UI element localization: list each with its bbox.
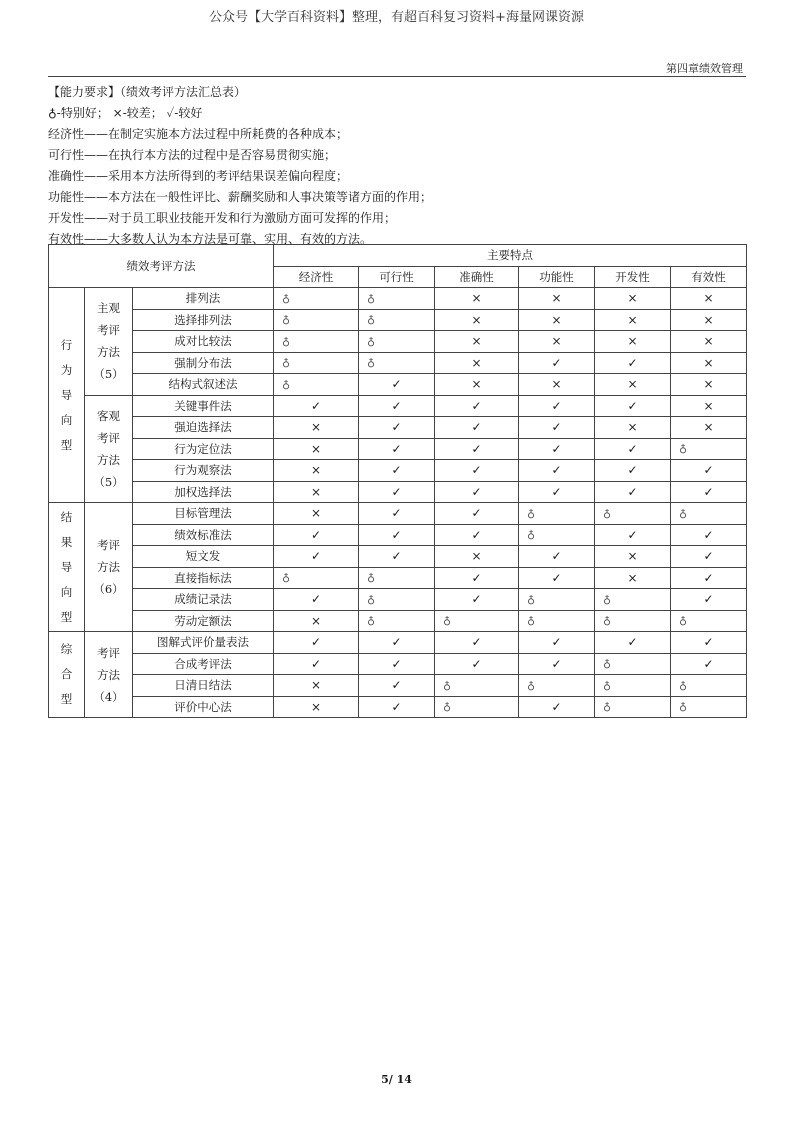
category-char: 导 <box>60 559 73 574</box>
poor-mark: × <box>519 309 595 331</box>
table-row <box>49 395 747 417</box>
subgroup-cell <box>85 395 133 503</box>
subgroup-line: 考评 <box>97 645 120 660</box>
good-mark: ✓ <box>671 567 747 589</box>
poor-mark: × <box>671 352 747 374</box>
method-name: 劳动定额法 <box>133 610 274 632</box>
excellent-mark: ♁ <box>274 331 359 353</box>
good-mark: ✓ <box>274 653 359 675</box>
excellent-mark: ♁ <box>519 589 595 611</box>
poor-mark: × <box>435 546 519 568</box>
table-row <box>49 653 747 675</box>
method-name: 目标管理法 <box>133 503 274 525</box>
table-row <box>49 374 747 396</box>
good-mark: ✓ <box>359 460 435 482</box>
poor-mark: × <box>274 503 359 525</box>
poor-mark: × <box>595 309 671 331</box>
excellent-mark: ♁ <box>359 309 435 331</box>
excellent-mark: ♁ <box>274 567 359 589</box>
poor-mark: × <box>595 567 671 589</box>
legend-symbols: ♁-特别好； ×-较差； ✓-较好 <box>48 106 203 120</box>
method-name: 排列法 <box>133 288 274 310</box>
good-mark: ✓ <box>435 460 519 482</box>
good-mark: ✓ <box>435 481 519 503</box>
good-mark: ✓ <box>274 632 359 654</box>
excellent-mark: ♁ <box>595 610 671 632</box>
good-mark: ✓ <box>519 481 595 503</box>
good-mark: ✓ <box>595 460 671 482</box>
definition-function: 功能性——本方法在一般性评比、薪酬奖励和人事决策等诸方面的作用； <box>48 190 433 204</box>
excellent-mark: ♁ <box>274 309 359 331</box>
good-mark: ✓ <box>671 546 747 568</box>
excellent-mark: ♁ <box>519 675 595 697</box>
good-mark: ✓ <box>274 395 359 417</box>
table-row <box>49 288 747 310</box>
good-mark: ✓ <box>595 632 671 654</box>
category-char: 向 <box>60 412 73 427</box>
excellent-mark: ♁ <box>595 503 671 525</box>
excellent-mark: ♁ <box>359 610 435 632</box>
subgroup-cell <box>85 288 133 396</box>
category-char: 型 <box>60 437 73 452</box>
good-mark: ✓ <box>359 653 435 675</box>
method-name: 合成考评法 <box>133 653 274 675</box>
poor-mark: × <box>519 374 595 396</box>
header-divider <box>48 76 746 77</box>
subgroup-line: 主观 <box>97 301 120 316</box>
method-name: 结构式叙述法 <box>133 374 274 396</box>
excellent-mark: ♁ <box>435 610 519 632</box>
excellent-mark: ♁ <box>595 653 671 675</box>
poor-mark: × <box>671 417 747 439</box>
table-row <box>49 331 747 353</box>
good-mark: ✓ <box>671 653 747 675</box>
table-row <box>49 675 747 697</box>
category-cell <box>49 288 85 503</box>
table-row <box>49 417 747 439</box>
good-mark: ✓ <box>671 632 747 654</box>
good-mark: ✓ <box>519 567 595 589</box>
category-char: 为 <box>60 362 73 377</box>
table-row <box>49 309 747 331</box>
excellent-mark: ♁ <box>274 352 359 374</box>
excellent-mark: ♁ <box>595 675 671 697</box>
good-mark: ✓ <box>519 438 595 460</box>
good-mark: ✓ <box>435 589 519 611</box>
poor-mark: × <box>671 395 747 417</box>
excellent-mark: ♁ <box>359 352 435 374</box>
good-mark: ✓ <box>595 352 671 374</box>
category-char: 综 <box>60 642 73 656</box>
poor-mark: × <box>274 438 359 460</box>
poor-mark: × <box>595 374 671 396</box>
table-row <box>49 589 747 611</box>
poor-mark: × <box>435 374 519 396</box>
excellent-mark: ♁ <box>435 675 519 697</box>
table-row <box>49 503 747 525</box>
col-effectiveness: 有效性 <box>671 266 747 288</box>
good-mark: ✓ <box>359 417 435 439</box>
good-mark: ✓ <box>519 395 595 417</box>
good-mark: ✓ <box>274 524 359 546</box>
table-body <box>49 288 747 718</box>
definition-feasibility: 可行性——在执行本方法的过程中是否容易贯彻实施； <box>48 148 337 162</box>
method-name: 行为观察法 <box>133 460 274 482</box>
subgroup-line: （4） <box>93 689 124 704</box>
poor-mark: × <box>671 374 747 396</box>
method-name: 行为定位法 <box>133 438 274 460</box>
good-mark: ✓ <box>359 438 435 460</box>
method-name: 选择排列法 <box>133 309 274 331</box>
excellent-mark: ♁ <box>359 288 435 310</box>
category-char: 行 <box>60 337 73 352</box>
legend-title: 【能力要求】（绩效考评方法汇总表） <box>48 85 247 99</box>
poor-mark: × <box>671 288 747 310</box>
good-mark: ✓ <box>435 524 519 546</box>
good-mark: ✓ <box>435 395 519 417</box>
method-name: 直接指标法 <box>133 567 274 589</box>
excellent-mark: ♁ <box>671 503 747 525</box>
method-name: 绩效标准法 <box>133 524 274 546</box>
method-name: 成绩记录法 <box>133 589 274 611</box>
good-mark: ✓ <box>519 653 595 675</box>
col-function: 功能性 <box>519 266 595 288</box>
definition-effectiveness: 有效性——大多数人认为本方法是可靠、实用、有效的方法。 <box>48 232 373 246</box>
col-economy: 经济性 <box>274 266 359 288</box>
subgroup-line: 客观 <box>97 408 120 423</box>
good-mark: ✓ <box>435 417 519 439</box>
poor-mark: × <box>519 331 595 353</box>
header-main-features: 主要特点 <box>274 245 747 267</box>
subgroup-line: 方法 <box>97 560 120 574</box>
poor-mark: × <box>274 610 359 632</box>
good-mark: ✓ <box>519 696 595 718</box>
good-mark: ✓ <box>519 632 595 654</box>
subgroup-cell <box>85 503 133 632</box>
subgroup-cell <box>85 632 133 718</box>
subgroup-line: 方法 <box>97 345 120 360</box>
poor-mark: × <box>435 288 519 310</box>
poor-mark: × <box>435 331 519 353</box>
good-mark: ✓ <box>359 546 435 568</box>
excellent-mark: ♁ <box>274 374 359 396</box>
definition-economy: 经济性——在制定实施本方法过程中所耗费的各种成本； <box>48 127 349 141</box>
poor-mark: × <box>274 675 359 697</box>
good-mark: ✓ <box>595 481 671 503</box>
poor-mark: × <box>274 696 359 718</box>
good-mark: ✓ <box>435 632 519 654</box>
method-name: 成对比较法 <box>133 331 274 353</box>
subgroup-line: 考评 <box>97 538 120 552</box>
good-mark: ✓ <box>274 546 359 568</box>
category-char: 向 <box>60 584 73 599</box>
excellent-mark: ♁ <box>671 610 747 632</box>
good-mark: ✓ <box>359 632 435 654</box>
category-char: 合 <box>60 667 73 681</box>
good-mark: ✓ <box>435 567 519 589</box>
chapter-title: 第四章绩效管理 <box>666 62 743 75</box>
poor-mark: × <box>671 309 747 331</box>
table-row <box>49 567 747 589</box>
subgroup-line: 方法 <box>97 667 120 682</box>
good-mark: ✓ <box>435 438 519 460</box>
good-mark: ✓ <box>435 503 519 525</box>
good-mark: ✓ <box>519 460 595 482</box>
subgroup-line: （5） <box>93 474 124 489</box>
subgroup-line: 方法 <box>97 452 120 467</box>
definition-development: 开发性——对于员工职业技能开发和行为激励方面可发挥的作用； <box>48 211 397 225</box>
table-row <box>49 460 747 482</box>
excellent-mark: ♁ <box>359 331 435 353</box>
good-mark: ✓ <box>359 524 435 546</box>
excellent-mark: ♁ <box>519 524 595 546</box>
method-name: 图解式评价量表法 <box>133 632 274 654</box>
good-mark: ✓ <box>359 696 435 718</box>
page-number: 5/ 14 <box>381 1073 412 1086</box>
method-name: 短文发 <box>133 546 274 568</box>
category-cell <box>49 632 85 718</box>
good-mark: ✓ <box>671 481 747 503</box>
table-row <box>49 352 747 374</box>
method-name: 强制分布法 <box>133 352 274 374</box>
poor-mark: × <box>435 352 519 374</box>
good-mark: ✓ <box>519 546 595 568</box>
table-row <box>49 481 747 503</box>
good-mark: ✓ <box>595 395 671 417</box>
category-char: 型 <box>60 692 73 706</box>
watermark-header: 公众号【大学百科资料】整理，有超百科复习资料+海量网课资源 <box>209 10 584 25</box>
good-mark: ✓ <box>519 352 595 374</box>
good-mark: ✓ <box>595 524 671 546</box>
excellent-mark: ♁ <box>274 288 359 310</box>
good-mark: ✓ <box>359 481 435 503</box>
poor-mark: × <box>595 546 671 568</box>
method-name: 日清日结法 <box>133 675 274 697</box>
good-mark: ✓ <box>274 589 359 611</box>
excellent-mark: ♁ <box>359 589 435 611</box>
method-name: 加权选择法 <box>133 481 274 503</box>
col-accuracy: 准确性 <box>435 266 519 288</box>
good-mark: ✓ <box>359 503 435 525</box>
subgroup-line: 考评 <box>97 323 120 338</box>
excellent-mark: ♁ <box>671 675 747 697</box>
method-name: 评价中心法 <box>133 696 274 718</box>
header-methods: 绩效考评方法 <box>49 245 274 288</box>
good-mark: ✓ <box>359 374 435 396</box>
excellent-mark: ♁ <box>435 696 519 718</box>
poor-mark: × <box>595 417 671 439</box>
method-name: 关键事件法 <box>133 395 274 417</box>
poor-mark: × <box>595 288 671 310</box>
poor-mark: × <box>671 331 747 353</box>
category-char: 导 <box>60 387 73 402</box>
poor-mark: × <box>435 309 519 331</box>
table-row <box>49 546 747 568</box>
good-mark: ✓ <box>435 653 519 675</box>
poor-mark: × <box>274 481 359 503</box>
poor-mark: × <box>274 460 359 482</box>
table-row <box>49 610 747 632</box>
method-name: 强迫选择法 <box>133 417 274 439</box>
poor-mark: × <box>519 288 595 310</box>
definition-accuracy: 准确性——采用本方法所得到的考评结果误差偏向程度； <box>48 169 349 183</box>
category-char: 型 <box>60 609 73 624</box>
table-header-row <box>49 245 747 267</box>
excellent-mark: ♁ <box>595 696 671 718</box>
subgroup-line: （6） <box>93 582 124 596</box>
good-mark: ✓ <box>671 524 747 546</box>
good-mark: ✓ <box>671 460 747 482</box>
col-feasibility: 可行性 <box>359 266 435 288</box>
good-mark: ✓ <box>519 417 595 439</box>
good-mark: ✓ <box>359 675 435 697</box>
good-mark: ✓ <box>359 395 435 417</box>
excellent-mark: ♁ <box>671 438 747 460</box>
poor-mark: × <box>274 417 359 439</box>
excellent-mark: ♁ <box>359 567 435 589</box>
excellent-mark: ♁ <box>671 696 747 718</box>
methods-summary-table <box>48 244 747 718</box>
subgroup-line: （5） <box>93 367 124 382</box>
table-row <box>49 632 747 654</box>
col-development: 开发性 <box>595 266 671 288</box>
excellent-mark: ♁ <box>519 610 595 632</box>
subgroup-line: 考评 <box>97 430 120 445</box>
table-row <box>49 524 747 546</box>
poor-mark: × <box>595 331 671 353</box>
category-char: 结 <box>60 509 73 524</box>
excellent-mark: ♁ <box>519 503 595 525</box>
table-row <box>49 438 747 460</box>
excellent-mark: ♁ <box>595 589 671 611</box>
ability-requirements <box>48 82 748 250</box>
category-char: 果 <box>60 534 73 549</box>
category-cell <box>49 503 85 632</box>
table-row <box>49 696 747 718</box>
good-mark: ✓ <box>671 589 747 611</box>
good-mark: ✓ <box>595 438 671 460</box>
